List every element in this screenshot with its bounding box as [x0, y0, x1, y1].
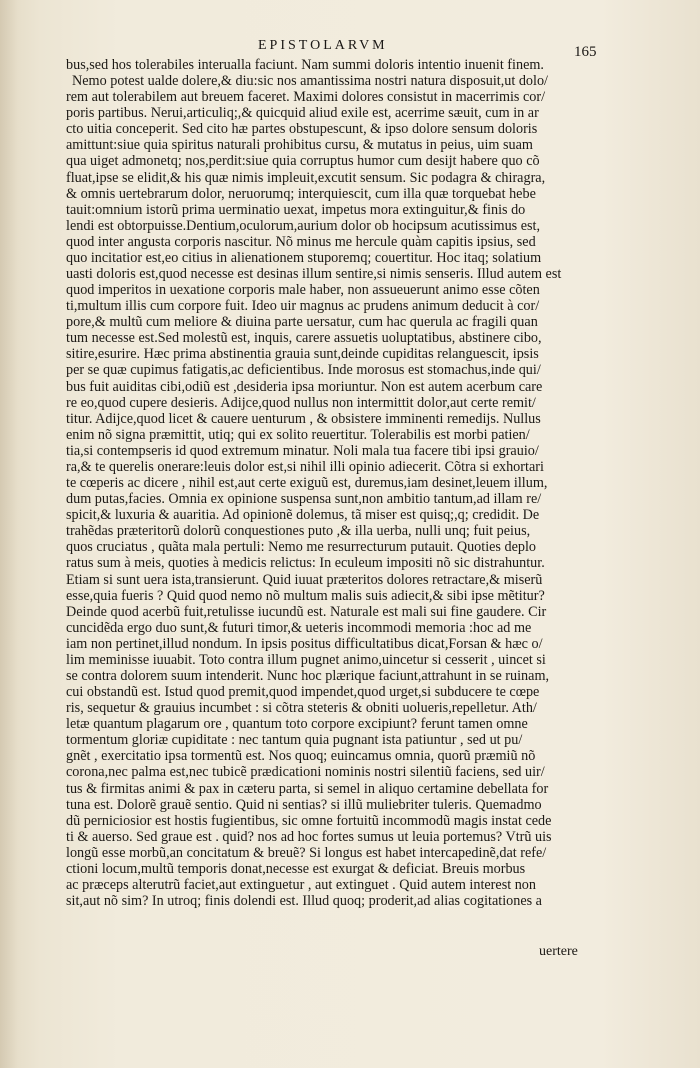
text-line: uasti doloris est,quod necesse est desinas illum sentire,si nimis senseris. Illud autem est [66, 266, 562, 283]
text-line: te cœperis ac dicere , nihil est,aut certe exiguũ est, duremus,iam desinet,leuem illum, [66, 475, 548, 492]
text-line: bus fuit auiditas cibi,odiũ est ,desideria ipsa moriuntur. Non est autem acerbum care [66, 378, 543, 395]
text-line: esse,quia fueris ? Quid quod nemo nõ multum malis suis adiecit,& sibi ipse mẽtitur? [66, 587, 545, 604]
text-line: tormentum gloriæ cupiditate : nec tantum quia pugnant ista patiuntur , sed ut pu/ [66, 732, 523, 749]
text-line: spicit,& luxuria & auaritia. Ad opinionẽ dolemus, tã miser est quisq;,q; credidit. De [66, 507, 540, 524]
text-line: sit,aut nõ sim? In utroq; finis dolendi est. Illud quoq; proderit,ad alias cogitationes a [66, 893, 542, 910]
text-line: dum putas,facies. Omnia ex opinione suspensa sunt,non ambitio tantum,ad illam re/ [66, 491, 542, 508]
text-line: dũ perniciosior est hostis fugientibus, sic omne fortuitũ incommodũ magis instat cede [66, 812, 552, 829]
text-line: & omnis uertebrarum dolor, neruorumq; interquiescit, cum illa quæ torquebat hebe [66, 185, 536, 202]
text-line: pore,& multũ cum meliore & diuina parte uersatur, cum hac querula ac fragili quan [66, 314, 538, 331]
text-line: se contra dolorem suum intenderit. Nunc hoc plærique faciunt,attrahunt in se ruinam, [66, 667, 550, 684]
text-line: tauit:omnium istorũ prima uerminatio uexat, impetus mora extinguitur,& finis do [66, 201, 526, 218]
text-line: per se quæ cupimus fatigatis,ac deficientibus. Inde morosus est stomachus,inde qui/ [66, 362, 541, 379]
text-line: tum necesse est.Sed molestũ est, inquis, carere assuetis uoluptatibus, abstinere cibo, [66, 330, 542, 347]
text-line: re eo,quod cupere desieris. Adijce,quod nullus non intermittit dolor,aut certe remit/ [66, 394, 536, 411]
text-line: ti,multum illis cum corpore fuit. Ideo uir magnus ac prudens animum deducit à cor/ [66, 298, 540, 315]
gutter-shadow [0, 0, 18, 1068]
text-line: Deinde quod acerbũ fuit,retulisse iucundũ est. Naturale est mali sui fine gaudere. Cir [66, 603, 547, 620]
text-line: amittunt:siue quia spiritus naturali prohibitus cursu, & mutatus in peius, uim suam [66, 137, 533, 154]
text-line: cui obstandũ est. Istud quod premit,quod impendet,quod urget,si subducere te cœpe [66, 684, 540, 701]
text-line: gnẽt , exercitatio ipsa tormentũ est. Nos quoq; euincamus omnia, quorũ præmiũ nõ [66, 748, 536, 765]
text-line: fluat,ipse se elidit,& his quæ nimis impleuit,excutit sensum. Sic podagra & chiragra, [66, 169, 546, 186]
text-line: ris, sequetur & grauius incumbet : si cõtra steteris & obniti uolueris,repelletur. Ath/ [66, 700, 537, 717]
text-line: ratus sum à meis, quoties à medicis relictus: In eculeum impositi nõ sic distrahuntur. [66, 555, 545, 572]
text-line: titur. Adijce,quod licet & cauere uenturum , & obsistere imminenti remedijs. Nullus [66, 410, 541, 427]
text-line: enim nõ signa præmittit, utiq; qui ex solito reuertitur. Tolerabilis est morbi patien/ [66, 426, 530, 443]
running-head: EPISTOLARVM [258, 38, 388, 53]
text-line: quos cruciatus , quãta mala pertuli: Nemo me resurrecturum putauit. Quoties deplo [66, 539, 537, 556]
text-line: ra,& te querelis onerare:leuis dolor est,si nihil illi opinio adiecerit. Cõtra si exhortari [66, 458, 544, 475]
text-line: ctioni locum,multũ temporis donat,necesse est exurgat & deficiat. Breuis morbus [66, 860, 526, 877]
text-line: cuncidẽda ergo duo sunt,& futuri timor,& ueteris incommodi memoria :hoc ad me [66, 619, 532, 636]
text-line: trahẽdas præteritorũ dolorũ conquestiones puto ,& illa uerba, nulli unq; fuit peius, [66, 523, 531, 540]
text-line: tus & firmitas animi & pax in cæteru parta, si semel in aliquo certamine debellata for [66, 780, 549, 797]
catchword: uertere [539, 944, 578, 959]
text-line: corona,nec palma est,nec tubicẽ prædicationi nominis nostri silentiũ faciens, sed uir/ [66, 764, 545, 781]
folio-number: 165 [574, 44, 597, 60]
text-line: quo incitatior est,eo citius in alienationem stuporemq; couertitur. Hoc itaq; solatium [66, 249, 542, 266]
text-line: quod inter angusta corporis nascitur. Nõ minus me hercule quàm capitis ipsius, sed [66, 233, 536, 250]
text-line: Etiam si sunt uera ista,transierunt. Quid iuuat præteritos dolores retractare,& miserũ [66, 571, 543, 588]
text-line: ti & auerso. Sed graue est . quid? nos ad hoc fortes sumus ut leuia portemus? Vtrũ uis [66, 828, 552, 845]
text-line: longũ esse morbũ,an concitatum & breuẽ? Si longus est habet intercapedinẽ,dat refe/ [66, 844, 547, 861]
text-line: iam non pertinet,illud nondum. In ipsis positus difficultatibus dicat,Forsan & hæc o/ [66, 635, 543, 652]
text-line: quod imperitos in uexatione corporis male haber, non assueuerunt animo esse cõten [66, 282, 540, 299]
text-line: cto uitia conceperit. Sed cito hæ partes obstupescunt, & ipso dolore sensum doloris [66, 121, 538, 138]
text-line: qua uiget admonetq; nos,perdit:siue quia corruptus humor cum desijt habere quo cõ [66, 153, 540, 170]
text-line: sitire,esurire. Hæc prima abstinentia grauia sunt,deinde cupiditas relanguescit, ipsis [66, 346, 539, 363]
text-line: bus,sed hos tolerabiles interualla faciunt. Nam summi doloris intentio inuenit finem. [66, 57, 544, 73]
text-line: tuna est. Dolorẽ grauẽ sentio. Quid ni sentias? si illũ muliebriter tuleris. Quemadmo [66, 796, 542, 813]
text-line: poris partibus. Nerui,articuliq;,& quicquid aliud exile est, acerrime sæuit, cum in ar [66, 105, 539, 122]
text-line: rem aut tolerabilem aut breuem faceret. Maximi dolores consistut in macerrimis cor/ [66, 89, 546, 106]
text-line: ac præceps alterutrũ faciet,aut extinguetur , aut extinguet . Quid autem interest non [66, 876, 536, 893]
text-line: letæ quantum plagarum ore , quantum toto corpore excipiunt? ferunt tamen omne [66, 716, 528, 733]
text-line: Nemo potest ualde dolere,& diu:sic nos amantissima nostri natura disposuit,ut dolo/ [72, 73, 549, 90]
text-line: lendi est obtorpuisse.Dentium,oculorum,aurium dolor ob hocipsum acutissimus est, [66, 217, 541, 234]
text-line: tia,si contempseris id quod extremum minatur. Noli mala tua facere tibi ipsi grauio/ [66, 442, 539, 459]
text-line: lim meminisse iuuabit. Toto contra illum pugnet animo,uincetur si cesserit , uincet si [66, 651, 546, 668]
body-text [66, 57, 600, 909]
